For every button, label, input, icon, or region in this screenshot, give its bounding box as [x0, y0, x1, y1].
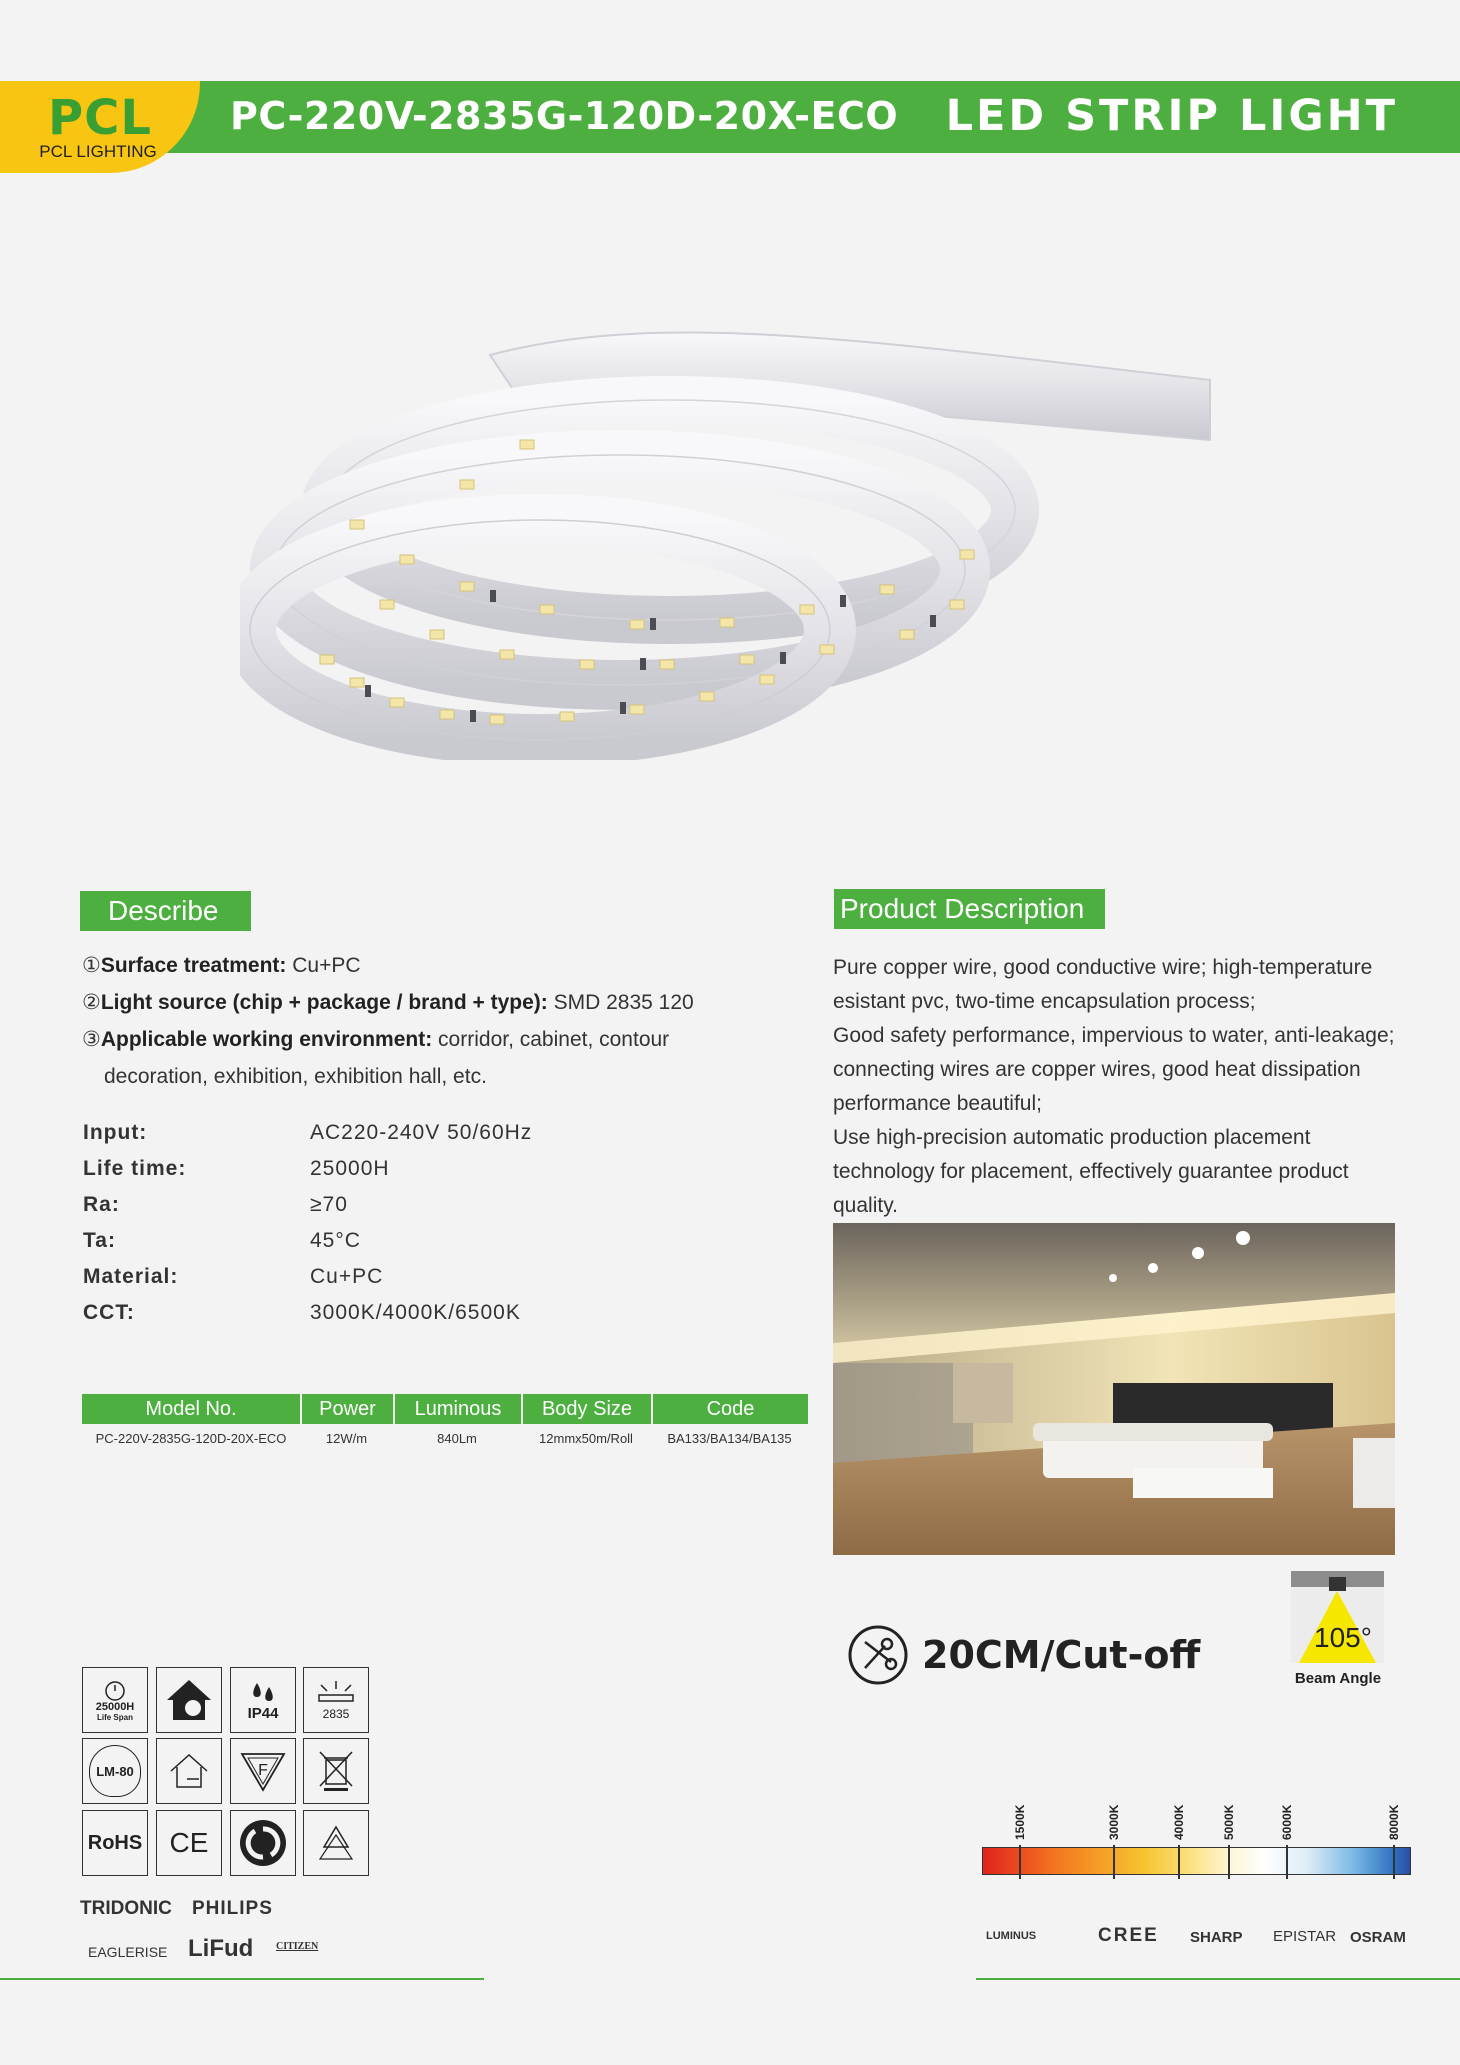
description-line: Use high-precision automatic production placement: [833, 1126, 1311, 1149]
logo-subtitle: PCL LIGHTING: [39, 142, 157, 161]
item-label: Light source (chip + package / brand + type):: [100, 991, 548, 1014]
ip-rating: IP44: [247, 1704, 279, 1722]
footer-rule-left: [0, 1978, 484, 1980]
led-strip-product-image: [240, 300, 1220, 760]
model-table: [82, 1394, 808, 1454]
logo-mark: PCL: [48, 90, 152, 146]
cct-tick: [1228, 1845, 1230, 1879]
cct-tick: [1113, 1845, 1115, 1879]
description-line: connecting wires are copper wires, good heat dissipation: [833, 1058, 1361, 1081]
cell-power: 12W/m: [325, 1431, 368, 1446]
color-temperature-bar: [982, 1847, 1411, 1875]
description-line: quality.: [833, 1194, 898, 1217]
brand-citizen: CITIZEN: [276, 1941, 319, 1952]
cct-tick: [1286, 1845, 1288, 1879]
cell-model: PC-220V-2835G-120D-20X-ECO: [95, 1431, 287, 1446]
col-header-power: Power: [300, 1394, 393, 1424]
cct-label: 6000K: [1280, 1804, 1294, 1840]
brand-sharp: SHARP: [1190, 1929, 1243, 1946]
brand-philips: PHILIPS: [192, 1898, 273, 1919]
spec-label-ta: Ta:: [83, 1229, 116, 1252]
item-number: ③: [82, 1028, 101, 1051]
lifespan-icon: [82, 1667, 148, 1733]
scissors-icon: [847, 1624, 909, 1686]
rohs-icon: RoHS: [82, 1810, 148, 1876]
item-value: decoration, exhibition, exhibition hall, etc.: [104, 1065, 487, 1088]
table-header: [82, 1394, 808, 1424]
cct-label: 8000K: [1387, 1804, 1401, 1840]
ce-icon: CE: [156, 1810, 222, 1876]
brand-eaglerise: EAGLERISE: [88, 1944, 168, 1960]
col-header-luminous: Luminous: [393, 1394, 521, 1424]
green-dot-icon: [230, 1810, 296, 1876]
cct-label: 3000K: [1107, 1804, 1121, 1840]
spec-label-material: Material:: [83, 1265, 179, 1288]
brand-epistar: EPISTAR: [1273, 1928, 1337, 1945]
indoor-icon: [156, 1667, 222, 1733]
brand-lifud: LiFud: [188, 1935, 254, 1962]
spec-value-ra: ≥70: [310, 1193, 348, 1216]
brand-tridonic: TRIDONIC: [80, 1898, 172, 1919]
application-room-photo: [833, 1223, 1395, 1555]
brand-luminus: LUMINUS: [986, 1930, 1037, 1942]
cct-tick: [1019, 1845, 1021, 1879]
describe-item: [82, 1025, 782, 1055]
f-mark-icon: [230, 1738, 296, 1804]
description-line: Good safety performance, impervious to water, anti-leakage;: [833, 1024, 1395, 1047]
describe-item: [82, 951, 782, 981]
item-number: ②: [82, 991, 101, 1014]
led-2835-icon: [303, 1667, 369, 1733]
lm80-icon: [82, 1738, 148, 1804]
cell-code: BA133/BA134/BA135: [667, 1431, 792, 1446]
product-description-text: [833, 951, 1433, 1223]
item-value: SMD 2835 120: [547, 991, 694, 1014]
description-line: esistant pvc, two-time encapsulation process;: [833, 990, 1256, 1013]
cutoff-text: 20CM/Cut-off: [922, 1633, 1201, 1677]
f-mark-letter: F: [258, 1762, 268, 1779]
footer-rule-right: [976, 1978, 1460, 1980]
beam-angle-label: Beam Angle: [1294, 1670, 1382, 1687]
col-header-body-size: Body Size: [521, 1394, 651, 1424]
lm80-badge: LM-80: [89, 1745, 141, 1797]
beam-angle-value: 105°: [1314, 1622, 1372, 1653]
weee-bin-icon: [303, 1738, 369, 1804]
beam-angle-icon: [1291, 1571, 1384, 1663]
describe-item-continuation: [104, 1062, 804, 1092]
item-number: ①: [82, 954, 101, 977]
spec-label-input: Input:: [83, 1121, 148, 1144]
ip44-icon: [230, 1667, 296, 1733]
describe-item: [82, 988, 782, 1018]
item-label: Surface treatment:: [100, 954, 287, 977]
cell-body-size: 12mmx50m/Roll: [539, 1431, 633, 1446]
spec-value-cct: 3000K/4000K/6500K: [310, 1301, 521, 1324]
brand-cree: CREE: [1098, 1925, 1159, 1946]
chip-type: 2835: [322, 1707, 350, 1721]
spec-label-cct: CCT:: [83, 1301, 135, 1324]
description-line: technology for placement, effectively guarantee product: [833, 1160, 1349, 1183]
product-type-title: LED STRIP LIGHT: [945, 91, 1398, 141]
cct-tick: [1393, 1845, 1395, 1879]
item-value: Cu+PC: [286, 954, 361, 977]
describe-heading: Describe: [80, 891, 251, 931]
spec-value-ta: 45°C: [310, 1229, 361, 1252]
clock-icon: [95, 1679, 135, 1701]
spec-value-lifetime: 25000H: [310, 1157, 390, 1180]
cct-label: 4000K: [1172, 1804, 1186, 1840]
spec-label-ra: Ra:: [83, 1193, 120, 1216]
recycle-icon: [303, 1810, 369, 1876]
table-row: [82, 1424, 808, 1454]
model-title: PC-220V-2835G-120D-20X-ECO: [230, 94, 899, 138]
description-line: Pure copper wire, good conductive wire; high-temperature: [833, 956, 1373, 979]
spec-value-material: Cu+PC: [310, 1265, 384, 1288]
lifespan-value: 25000H: [95, 1700, 135, 1713]
item-value: corridor, cabinet, contour: [432, 1028, 670, 1051]
item-label: Applicable working environment:: [100, 1028, 433, 1051]
cell-luminous: 840Lm: [437, 1431, 477, 1446]
product-description-heading: Product Description: [834, 889, 1105, 929]
spec-label-lifetime: Life time:: [83, 1157, 187, 1180]
brand-osram: OSRAM: [1350, 1929, 1406, 1946]
cct-label: 1500K: [1013, 1804, 1027, 1840]
cct-tick: [1178, 1845, 1180, 1879]
col-header-model: Model No.: [145, 1398, 237, 1420]
spec-value-input: AC220-240V 50/60Hz: [310, 1121, 533, 1144]
cct-label: 5000K: [1222, 1804, 1236, 1840]
description-line: performance beautiful;: [833, 1092, 1042, 1115]
home-install-icon: [156, 1738, 222, 1804]
col-header-code: Code: [651, 1394, 808, 1424]
lifespan-label: Life Span: [96, 1712, 133, 1722]
